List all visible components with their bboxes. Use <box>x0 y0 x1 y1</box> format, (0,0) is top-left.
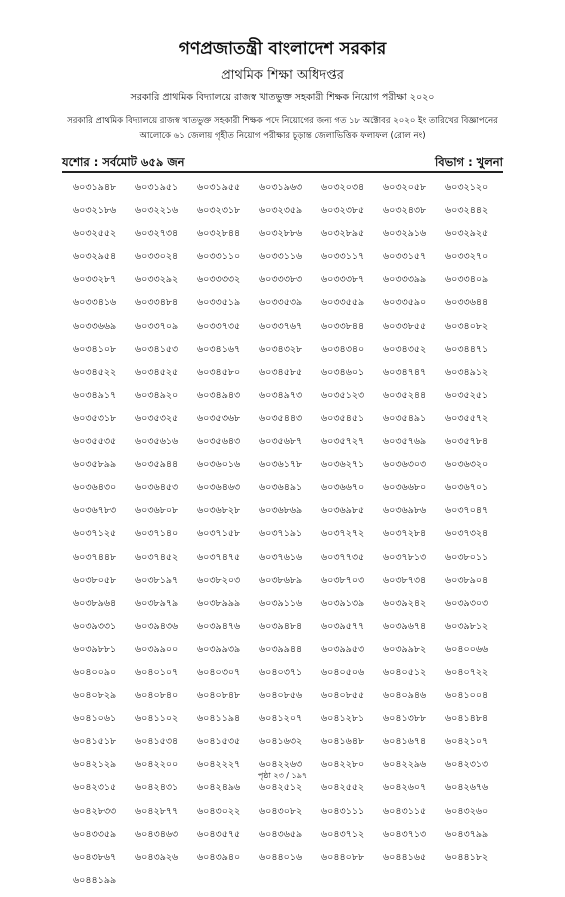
roll-number: ৬০৪৩৫৭৫ <box>197 828 241 840</box>
roll-number: ৬০৪২৬৭৬ <box>445 782 489 794</box>
roll-number: ৬০৩৫৮৯৯ <box>73 459 117 471</box>
roll-number: ৬০৩৫৭৬৯ <box>383 436 427 448</box>
roll-number: ৬০৩২৯১৬ <box>383 228 427 240</box>
roll-number: ৬০৩৩১১৬ <box>259 251 303 263</box>
roll-number: ৬০৩৬৬৭০ <box>321 482 365 494</box>
roll-number: ৬০৩৬৮২৮ <box>197 505 241 517</box>
roll-number: ৬০৩৬৯৮৫ <box>321 505 365 517</box>
roll-number: ৬০৩২২১৬ <box>135 205 179 217</box>
roll-number: ৬০৩৬৪৫৩ <box>135 482 179 494</box>
roll-number: ৬০৪০৫১২ <box>383 666 427 678</box>
roll-number: ৬০৩৬৩০৩ <box>383 459 427 471</box>
roll-number: ৬০৩৭২৭২ <box>321 528 365 540</box>
roll-number: ৬০৩৭৪৫২ <box>135 551 179 563</box>
roll-number: ৬০৪১৬৭৪ <box>383 736 427 748</box>
roll-number: ৬০৩৩৮৫৫ <box>383 320 427 332</box>
roll-number: ৬০৩২০৩৪ <box>321 182 365 193</box>
roll-number: ৬০৪১০০৪ <box>445 690 489 702</box>
roll-number: ৬০৪৪১৬৫ <box>383 851 427 863</box>
roll-number: ৬০৩৬২৭১ <box>321 459 365 471</box>
roll-number: ৬০৪৩১১৫ <box>383 805 427 817</box>
roll-number: ৬০৩৫৩১৮ <box>73 412 117 424</box>
roll-number: ৬০৩৯৬৭৪ <box>383 620 427 632</box>
roll-number: ৬০৩৭১৪০ <box>135 528 179 540</box>
roll-number: ৬০৩৮৯৯৯ <box>197 597 241 609</box>
roll-number: ৬০৩৪৯১২ <box>445 366 489 378</box>
roll-number: ৬০৩৭৪৪৮ <box>73 551 117 563</box>
roll-number: ৬০৩৯৯৩৯ <box>197 643 241 655</box>
roll-number: ৬০৩৫৩৬৮ <box>197 412 241 424</box>
roll-number: ৬০৪২২৯৬ <box>383 759 427 771</box>
roll-number: ৬০৩৯৪৭৬ <box>197 620 241 632</box>
roll-number: ৬০৪৩০৮২ <box>259 805 303 817</box>
roll-number: ৬০৩৯৩৩১ <box>73 620 117 632</box>
roll-number: ৬০৩৯৯৫৩ <box>321 643 365 655</box>
roll-number: ৬০৩৫১২৩ <box>321 389 365 401</box>
roll-number: ৬০৪২৮৩৩ <box>73 805 117 817</box>
roll-number: ৬০৪২১০৭ <box>445 736 489 748</box>
roll-number: ৬০৩৫৪৪৩ <box>259 412 303 424</box>
roll-number: ৬০৩৪৫২২ <box>73 366 117 378</box>
roll-number: ৬০৩৫৬৪৩ <box>197 436 241 448</box>
roll-number: ৬০৩৫২৪৪ <box>383 389 427 401</box>
roll-number: ৬০৩৫৯৪৪ <box>135 459 179 471</box>
roll-number: ৬০৪০৮৪৮ <box>197 690 241 702</box>
roll-number: ৬০৩৮৯৭৯ <box>135 597 179 609</box>
roll-number: ৬০৩৮৭০৩ <box>321 574 365 586</box>
roll-number: ৬০৩৭০৪৭ <box>445 505 489 517</box>
roll-number: ৬০৩৩৮৪৪ <box>321 320 365 332</box>
roll-number: ৬০৪১৩৮৮ <box>383 713 427 725</box>
roll-number: ৬০৩৩৩৮৭ <box>321 274 365 286</box>
roll-number: ৬০৩১৯৬৩ <box>259 182 303 193</box>
roll-number: ৬০৪১২৮১ <box>321 713 365 725</box>
roll-number: ৬০৪০৫০৬ <box>321 666 365 678</box>
roll-number: ৬০৪৩৯৪০ <box>197 851 241 863</box>
roll-number: ৬০৩৯৫৭৭ <box>321 620 365 632</box>
roll-number: ৬০৩৩৫১৯ <box>197 297 241 309</box>
roll-number: ৬০৩৫৩২৫ <box>135 412 179 424</box>
roll-number: ৬০৪২১২৯ <box>73 759 117 771</box>
roll-number: ৬০৩২৮৮৬ <box>259 228 303 240</box>
roll-number: ৬০৩৮০৫৮ <box>73 574 117 586</box>
roll-number: ৬০৩৯৯৮২ <box>383 643 427 655</box>
roll-number: ৬০৪১১৯৪ <box>197 713 241 725</box>
roll-number: ৬০৩৩৬৬৯ <box>73 320 117 332</box>
roll-number: ৬০৩২৮৪৪ <box>197 228 241 240</box>
roll-number: ৬০৪২৫৫২ <box>321 782 365 794</box>
roll-number: ৬০৩৩০২৪ <box>135 251 179 263</box>
roll-number: ৬০৩৪১৬৭ <box>197 343 241 355</box>
roll-number: ৬০৩৩৫৫৯ <box>321 297 365 309</box>
roll-number: ৬০৩৯১৩৯ <box>321 597 365 609</box>
roll-number: ৬০৪২৮৭৭ <box>135 805 179 817</box>
roll-number: ৬০৪১৬৪৮ <box>321 736 365 748</box>
roll-number: ৬০৩৪৫৮০ <box>197 366 241 378</box>
roll-number: ৬০৩৬৮০৮ <box>135 505 179 517</box>
roll-number: ৬০৩২০৫৮ <box>383 182 427 193</box>
roll-number: ৬০৩২৪৪২ <box>445 205 489 217</box>
roll-number: ৬০৪৩৪৬৩ <box>135 828 179 840</box>
roll-number: ৬০৪২২২৭ <box>197 759 241 771</box>
roll-number: ৬০৪৩৭১৩ <box>383 828 427 840</box>
roll-number: ৬০৩৪৭৪৭ <box>383 366 427 378</box>
roll-number: ৬০৩২৭৩৪ <box>135 228 179 240</box>
roll-number: ৬০৪১৬৩২ <box>259 736 303 748</box>
roll-number: ৬০৩১৯৫১ <box>135 182 179 193</box>
roll-number: ৬০৪৪০১৬ <box>259 851 303 863</box>
roll-number: ৬০৩৪৯১৭ <box>73 389 117 401</box>
roll-number: ৬০৩২১২০ <box>445 182 489 193</box>
roll-number: ৬০৩২৪৩৮ <box>383 205 427 217</box>
roll-number: ৬০৩৬১৭৮ <box>259 459 303 471</box>
roll-number: ৬০৩৭৬১৬ <box>259 551 303 563</box>
roll-number: ৬০৩৬৪৬৩ <box>197 482 241 494</box>
roll-number: ৬০৪১৫১৮ <box>73 736 117 748</box>
roll-number: ৬০৩৩৭৬৭ <box>259 320 303 332</box>
roll-number: ৬০৪০৩০৭ <box>197 666 241 678</box>
roll-number: ৬০৩৯৮৮১ <box>73 643 117 655</box>
roll-number: ৬০৩৪১৫৩ <box>135 343 179 355</box>
roll-number: ৬০৩৫৪৫১ <box>321 412 365 424</box>
roll-number: ৬০৩৭১৫৮ <box>197 528 241 540</box>
roll-number: ৬০৩৩৩৩২ <box>197 274 241 286</box>
roll-number: ৬০৪৪১৯৯ <box>73 874 117 886</box>
roll-number: ৬০৪৪১৮২ <box>445 851 489 863</box>
roll-number: ৬০৩৪১০৮ <box>73 343 117 355</box>
roll-number: ৬০৩৫৭৮৪ <box>445 436 489 448</box>
roll-number: ৬০৩৩৩৮৩ <box>259 274 303 286</box>
roll-number: ৬০৩২৯২৫ <box>445 228 489 240</box>
roll-number: ৬০৪২৫১২ <box>259 782 303 794</box>
roll-number: ৬০৪০০৬৬ <box>445 643 489 655</box>
roll-number: ৬০৩৪৪৭১ <box>445 343 489 355</box>
roll-number: ৬০৩৫৬৮৭ <box>259 436 303 448</box>
roll-number: ৬০৩২৮৯৫ <box>321 228 365 240</box>
roll-number: ৬০৩৪৯৪৩ <box>197 389 241 401</box>
roll-number: ৬০৪৩৩৫৯ <box>73 828 117 840</box>
exam-title: সরকারি প্রাথমিক বিদ্যালয়ে রাজস্ব খাতভুক্ত সহকারী শিক্ষক নিয়োগ পরীক্ষা ২০২০ <box>130 92 435 103</box>
roll-number: ৬০৪৩০২২ <box>197 805 241 817</box>
roll-number: ৬০৪৩১১১ <box>321 805 365 817</box>
roll-number: ৬০৪৩৯২৬ <box>135 851 179 863</box>
roll-number: ৬০৩৭১৯১ <box>259 528 303 540</box>
roll-number: ৬০৩৮২০৩ <box>197 574 241 586</box>
roll-number: ৬০৪২২৬৩ <box>259 759 303 771</box>
roll-number: ৬০৩৬৮৬৯ <box>259 505 303 517</box>
roll-number: ৬০৩২৫৫২ <box>73 228 117 240</box>
roll-number: ৬০৪০৭২২ <box>445 666 489 678</box>
district-total: যশোর : সর্বমোট ৬৫৯ জন <box>62 155 185 169</box>
roll-number: ৬০৩৩৫৯০ <box>383 297 427 309</box>
roll-number: ৬০৩৩৪১৬ <box>73 297 117 309</box>
roll-number: ৬০৩৪৫২৫ <box>135 366 179 378</box>
page-number: পৃষ্ঠা ২৩ / ১৯৭ <box>257 771 308 780</box>
result-description: সরকারি প্রাথমিক বিদ্যালয়ে রাজস্ব খাতভুক্ত সহকারী শিক্ষক পদে নিয়োগের জন্য গত ১৮ অক্টোবর ২০২০ ইং তারিখের বিজ্ঞাপনের আলোকে ৬১ জেলায় গৃহীত নিয়োগ পরীক্ষার চূড়ান্ত জেলাভিত্তিক ফলাফল (রোল নং) <box>67 116 498 141</box>
roll-number: ৬০৪২৬০৭ <box>383 782 427 794</box>
roll-number: ৬০৩৩৪০৯ <box>445 274 489 286</box>
roll-number: ৬০৩২৯৫৪ <box>73 251 117 263</box>
roll-number: ৬০৩৬০১৬ <box>197 459 241 471</box>
roll-number: ৬০৪০৮২৯ <box>73 690 117 702</box>
roll-number: ৬০৩৯১১৬ <box>259 597 303 609</box>
roll-number: ৬০৩৭২৮৪ <box>383 528 427 540</box>
roll-number: ৬০৪০১০৭ <box>135 666 179 678</box>
roll-number: ৬০৩৫৬১৬ <box>135 436 179 448</box>
roll-number: ৬০৩৯৯০০ <box>135 643 179 655</box>
roll-number: ৬০৪২৪৯৬ <box>197 782 241 794</box>
roll-number: ৬০৪০৩৭১ <box>259 666 303 678</box>
roll-number: ৬০৪৩৭১২ <box>321 828 365 840</box>
roll-number: ৬০৩৩৭০৯ <box>135 320 179 332</box>
roll-number: ৬০৪১১০২ <box>135 713 179 725</box>
roll-number: ৬০৩৩৭৩৫ <box>197 320 241 332</box>
directorate-title: প্রাথমিক শিক্ষা অধিদপ্তর <box>221 68 344 83</box>
roll-number: ৬০৩৫৫৩৫ <box>73 436 117 448</box>
roll-number: ৬০৩৬৪৯১ <box>259 482 303 494</box>
roll-number: ৬০৩৪৯২০ <box>135 389 179 401</box>
roll-number: ৬০৩৪৯৭৩ <box>259 389 303 401</box>
roll-number: ৬০৩৭৩২৪ <box>445 528 489 540</box>
roll-number: ৬০৩৩১৫৭ <box>383 251 427 263</box>
roll-number: ৬০৩৯৩০৩ <box>445 597 489 609</box>
government-title: গণপ্রজাতন্ত্রী বাংলাদেশ সরকার <box>178 39 387 59</box>
roll-number: ৬০৩৬৩২০ <box>445 459 489 471</box>
roll-number: ৬০৪১২০৭ <box>259 713 303 725</box>
roll-number: ৬০৪১৫৩৫ <box>197 736 241 748</box>
roll-number: ৬০৪১৫৩৪ <box>135 736 179 748</box>
roll-number: ৬০৩৬৭০১ <box>445 482 489 494</box>
roll-number: ৬০৪৩৭৯৯ <box>445 828 489 840</box>
roll-number: ৬০৪২২০০ <box>135 759 179 771</box>
roll-number: ৬০৪৩২৬০ <box>445 805 489 817</box>
roll-number: ৬০৪২৪৩১ <box>135 782 179 794</box>
roll-number: ৬০৪০৯৪৬ <box>383 690 427 702</box>
roll-number: ৬০৩৯২৪২ <box>383 597 427 609</box>
roll-number: ৬০৩৬৭৮৩ <box>73 505 117 517</box>
roll-number: ৬০৩৪৩৫২ <box>383 343 427 355</box>
division-label: বিভাগ : খুলনা <box>434 155 503 169</box>
roll-number: ৬০৩৮৯৬৪ <box>73 597 117 609</box>
roll-number: ৬০৩৮৯০৪ <box>445 574 489 586</box>
roll-number: ৬০৩৩২৯২ <box>135 274 179 286</box>
roll-number: ৬০৩৫২৫১ <box>445 389 489 401</box>
roll-number: ৬০৩৩৬৪৪ <box>445 297 489 309</box>
roll-number: ৬০৩৬৯৮৬ <box>383 505 427 517</box>
roll-number: ৬০৪১৪৮৪ <box>445 713 489 725</box>
roll-number: ৬০৩৪৬০১ <box>321 366 365 378</box>
roll-number: ৬০৩৯৮১২ <box>445 620 489 632</box>
roll-number: ৬০৪২৩১৫ <box>73 782 117 794</box>
roll-number: ৬০৩৩১১৭ <box>321 251 365 263</box>
roll-number-grid <box>73 181 533 897</box>
roll-number: ৬০৩১৯৪৮ <box>73 182 117 193</box>
roll-number: ৬০৩৭৮১৩ <box>383 551 427 563</box>
roll-number: ৬০৩৯৪৩৬ <box>135 620 179 632</box>
roll-number: ৬০৪০০৯০ <box>73 666 117 678</box>
roll-number: ৬০৩৮৬৮৯ <box>259 574 303 586</box>
roll-number: ৬০৩৪৩২৮ <box>259 343 303 355</box>
divider <box>62 171 503 173</box>
roll-number: ৬০৪৩৬৫৯ <box>259 828 303 840</box>
roll-number: ৬০৩৩২৭০ <box>445 251 489 263</box>
roll-number: ৬০৩৫৭২৭ <box>321 436 365 448</box>
roll-number: ৬০৩৪৫৮৫ <box>259 366 303 378</box>
roll-number: ৬০৩৭৪৭৫ <box>197 551 241 563</box>
roll-number: ৬০৩৮১৯৭ <box>135 574 179 586</box>
roll-number: ৬০৪২২৮০ <box>321 759 365 771</box>
roll-number: ৬০৩৬৬৮০ <box>383 482 427 494</box>
roll-number: ৬০৩৪৩৪০ <box>321 343 365 355</box>
roll-number: ৬০৩১৯৫৫ <box>197 182 241 193</box>
roll-number: ৬০৪২৩১৩ <box>445 759 489 771</box>
roll-number: ৬০৩২৩১৮ <box>197 205 241 217</box>
roll-number: ৬০৩৩৩৯৯ <box>383 274 427 286</box>
roll-number: ৬০৩৩৫৩৯ <box>259 297 303 309</box>
roll-number: ৬০৪৪০৮৮ <box>321 851 365 863</box>
roll-number: ৬০৩২১৮৬ <box>73 205 117 217</box>
roll-number: ৬০৩৫৫৭২ <box>445 412 489 424</box>
roll-number: ৬০৩৭৭৩৫ <box>321 551 365 563</box>
roll-number: ৬০৩৮০১১ <box>445 551 489 563</box>
district-division-line <box>62 154 503 168</box>
roll-number: ৬০৩৬৪৩০ <box>73 482 117 494</box>
roll-number: ৬০৪০৮৪০ <box>135 690 179 702</box>
roll-number: ৬০৩৫৪৯১ <box>383 412 427 424</box>
roll-number: ৬০৩৩২৮৭ <box>73 274 117 286</box>
roll-number: ৬০৪০৮৫৫ <box>321 690 365 702</box>
roll-number: ৬০৩৭১২৫ <box>73 528 117 540</box>
roll-number: ৬০৩২৩৮৫ <box>321 205 365 217</box>
roll-number: ৬০৪০৮৫৬ <box>259 690 303 702</box>
roll-number: ৬০৪১০৬১ <box>73 713 117 725</box>
roll-number: ৬০৩৯৪৮৪ <box>259 620 303 632</box>
roll-number: ৬০৩৮৭৩৪ <box>383 574 427 586</box>
roll-number: ৬০৩২৩৫৯ <box>259 205 303 217</box>
roll-number: ৬০৩৪০৮২ <box>445 320 489 332</box>
roll-number: ৬০৩৩১১০ <box>197 251 241 263</box>
roll-number: ৬০৩৯৯৪৪ <box>259 643 303 655</box>
roll-number: ৬০৩৩৪৮৪ <box>135 297 179 309</box>
roll-number: ৬০৪৩৮৬৭ <box>73 851 117 863</box>
